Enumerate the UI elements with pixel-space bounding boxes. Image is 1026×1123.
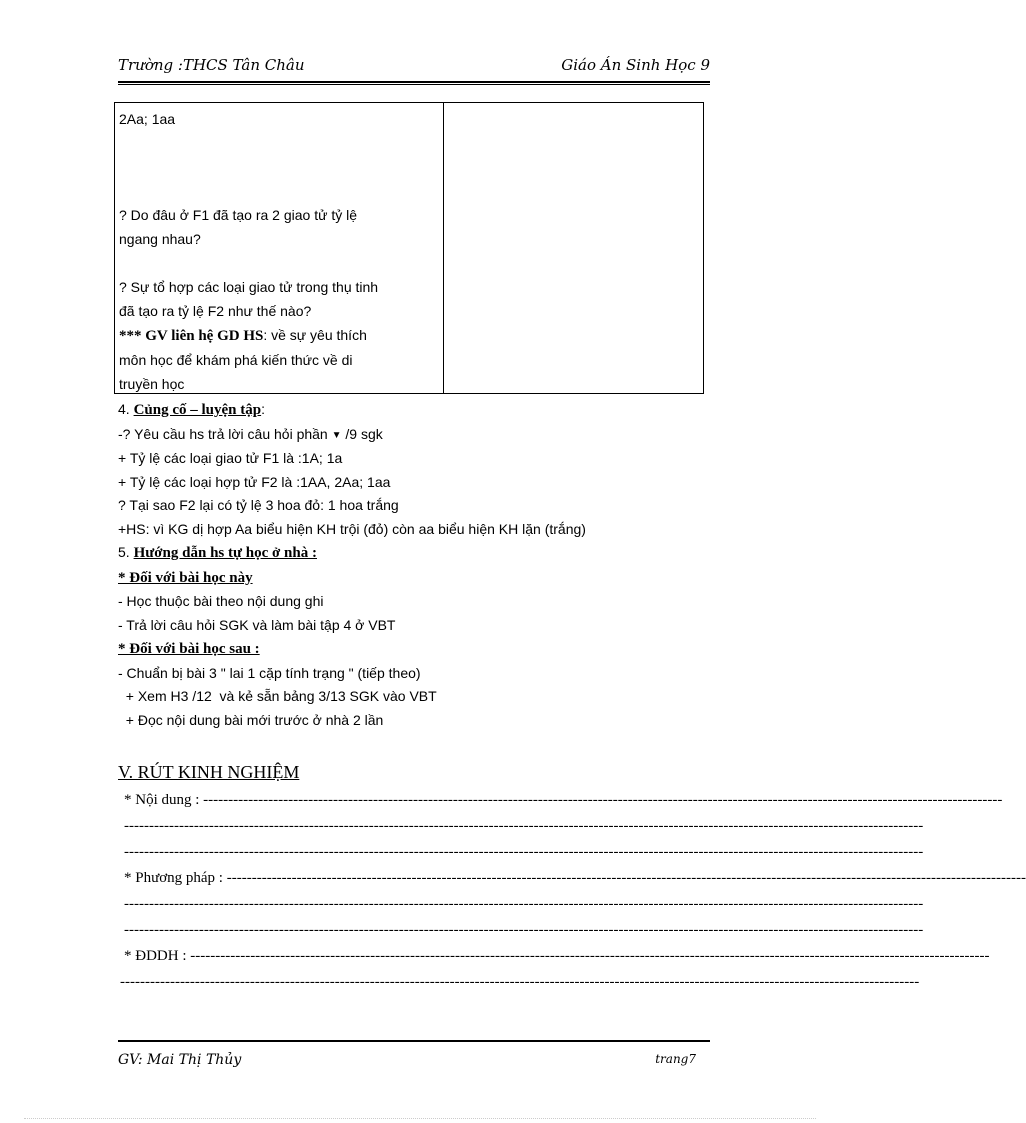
activity-table: [114, 102, 704, 394]
dash-fill: ----------------------------------------------------------------------------------------------------------------------------------------------------------------: [124, 818, 924, 834]
dash-fill: ----------------------------------------------------------------------------------------------------------------------------------------------------------------: [203, 792, 1003, 808]
question-2-line-2: đã tạo ra tỷ lệ F2 như thế nào?: [119, 303, 312, 319]
section-4-line-3: + Tỷ lệ các loại hợp tử F2 là :1AA, 2Aa; 1aa: [118, 473, 391, 490]
equipment-line: * ĐDDH : ----------------------------------------------------------------------------------------------------------------------------------------------------------------: [124, 948, 990, 964]
lesson-body: [118, 398, 808, 732]
section-5-sub2-line-2: + Xem H3 /12 và kẻ sẵn bảng 3/13 SGK vào VBT: [118, 688, 437, 704]
header-school: Trường :THCS Tân Châu: [118, 56, 305, 74]
footer-rule: [118, 1040, 710, 1042]
header-rule-thin: [118, 84, 710, 85]
header-rule: [118, 81, 710, 83]
section-4-line-4: ? Tại sao F2 lại có tỷ lệ 3 hoa đỏ: 1 hoa trắng: [118, 497, 399, 513]
section-4-heading: 4. Củng cố – luyện tập:: [118, 401, 265, 418]
section-5-title: Hướng dẫn hs tự học ở nhà :: [133, 545, 317, 561]
triangle-down-icon: ▼: [331, 429, 342, 441]
subheading-next-lesson: * Đối với bài học sau :: [118, 641, 260, 657]
content-line: * Nội dung : ----------------------------------------------------------------------------------------------------------------------------------------------------------------: [124, 792, 1003, 808]
table-line: 2Aa; 1aa: [119, 111, 176, 127]
footer-teacher: GV: Mai Thị Thủy: [118, 1052, 242, 1068]
section-4-line-1: -? Yêu cầu hs trả lời câu hỏi phần ▼ /9 sgk: [118, 423, 808, 448]
review-title: V. RÚT KINH NGHIỆM: [118, 762, 300, 782]
question-2-line-1: ? Sự tổ hợp các loại giao tử trong thụ tinh: [119, 279, 379, 295]
dash-fill: ----------------------------------------------------------------------------------------------------------------------------------------------------------------: [124, 922, 924, 938]
subheading-this-lesson: * Đối với bài học này: [118, 569, 253, 586]
table-divider: [443, 103, 444, 393]
review-section: [118, 762, 299, 783]
teacher-activity-cell: [119, 107, 437, 396]
section-4-line-5: +HS: vì KG dị hợp Aa biểu hiện KH trội (đỏ) còn aa biểu hiện KH lặn (trắng): [118, 520, 586, 537]
section-5-sub1-line-2: - Trả lời câu hỏi SGK và làm bài tập 4 ở VBT: [118, 616, 396, 633]
dash-fill: ----------------------------------------------------------------------------------------------------------------------------------------------------------------: [124, 844, 924, 860]
dash-fill: ----------------------------------------------------------------------------------------------------------------------------------------------------------------: [124, 896, 924, 912]
dash-fill: ----------------------------------------------------------------------------------------------------------------------------------------------------------------: [226, 870, 1026, 886]
question-1-line-1: ? Do đâu ở F1 đã tạo ra 2 giao tử tỷ lệ: [119, 207, 358, 223]
dash-fill: ----------------------------------------------------------------------------------------------------------------------------------------------------------------: [120, 974, 920, 990]
section-5-heading: 5. Hướng dẫn hs tự học ở nhà :: [118, 544, 317, 561]
method-line: * Phương pháp : ----------------------------------------------------------------------------------------------------------------------------------------------------------------: [124, 870, 1026, 886]
gv-note-line-2: môn học để khám phá kiến thức về di: [119, 352, 353, 368]
section-4-title: Củng cố – luyện tập: [133, 402, 262, 418]
section-5-sub1-line-1: - Học thuộc bài theo nội dung ghi: [118, 593, 324, 609]
question-1-line-2: ngang nhau?: [119, 231, 201, 247]
dash-fill: ----------------------------------------------------------------------------------------------------------------------------------------------------------------: [190, 948, 990, 964]
section-4-line-2: + Tỷ lệ các loại giao tử F1 là :1A; 1a: [118, 450, 343, 466]
header-subject: Giáo Án Sinh Học 9: [561, 56, 710, 74]
footer-page: trang7: [655, 1052, 696, 1066]
gv-note: [119, 323, 437, 348]
section-5-sub2-line-3: + Đọc nội dung bài mới trước ở nhà 2 lần: [118, 711, 384, 728]
gv-note-line-3: truyền học: [119, 376, 185, 392]
page-edge-dots: [24, 1118, 816, 1119]
gv-note-rest: : về sự yêu thích: [263, 327, 367, 343]
gv-note-bold: *** GV liên hệ GD HS: [119, 328, 264, 344]
section-5-sub2-line-1: - Chuẩn bị bài 3 " lai 1 cặp tính trạng " (tiếp theo): [118, 664, 421, 681]
